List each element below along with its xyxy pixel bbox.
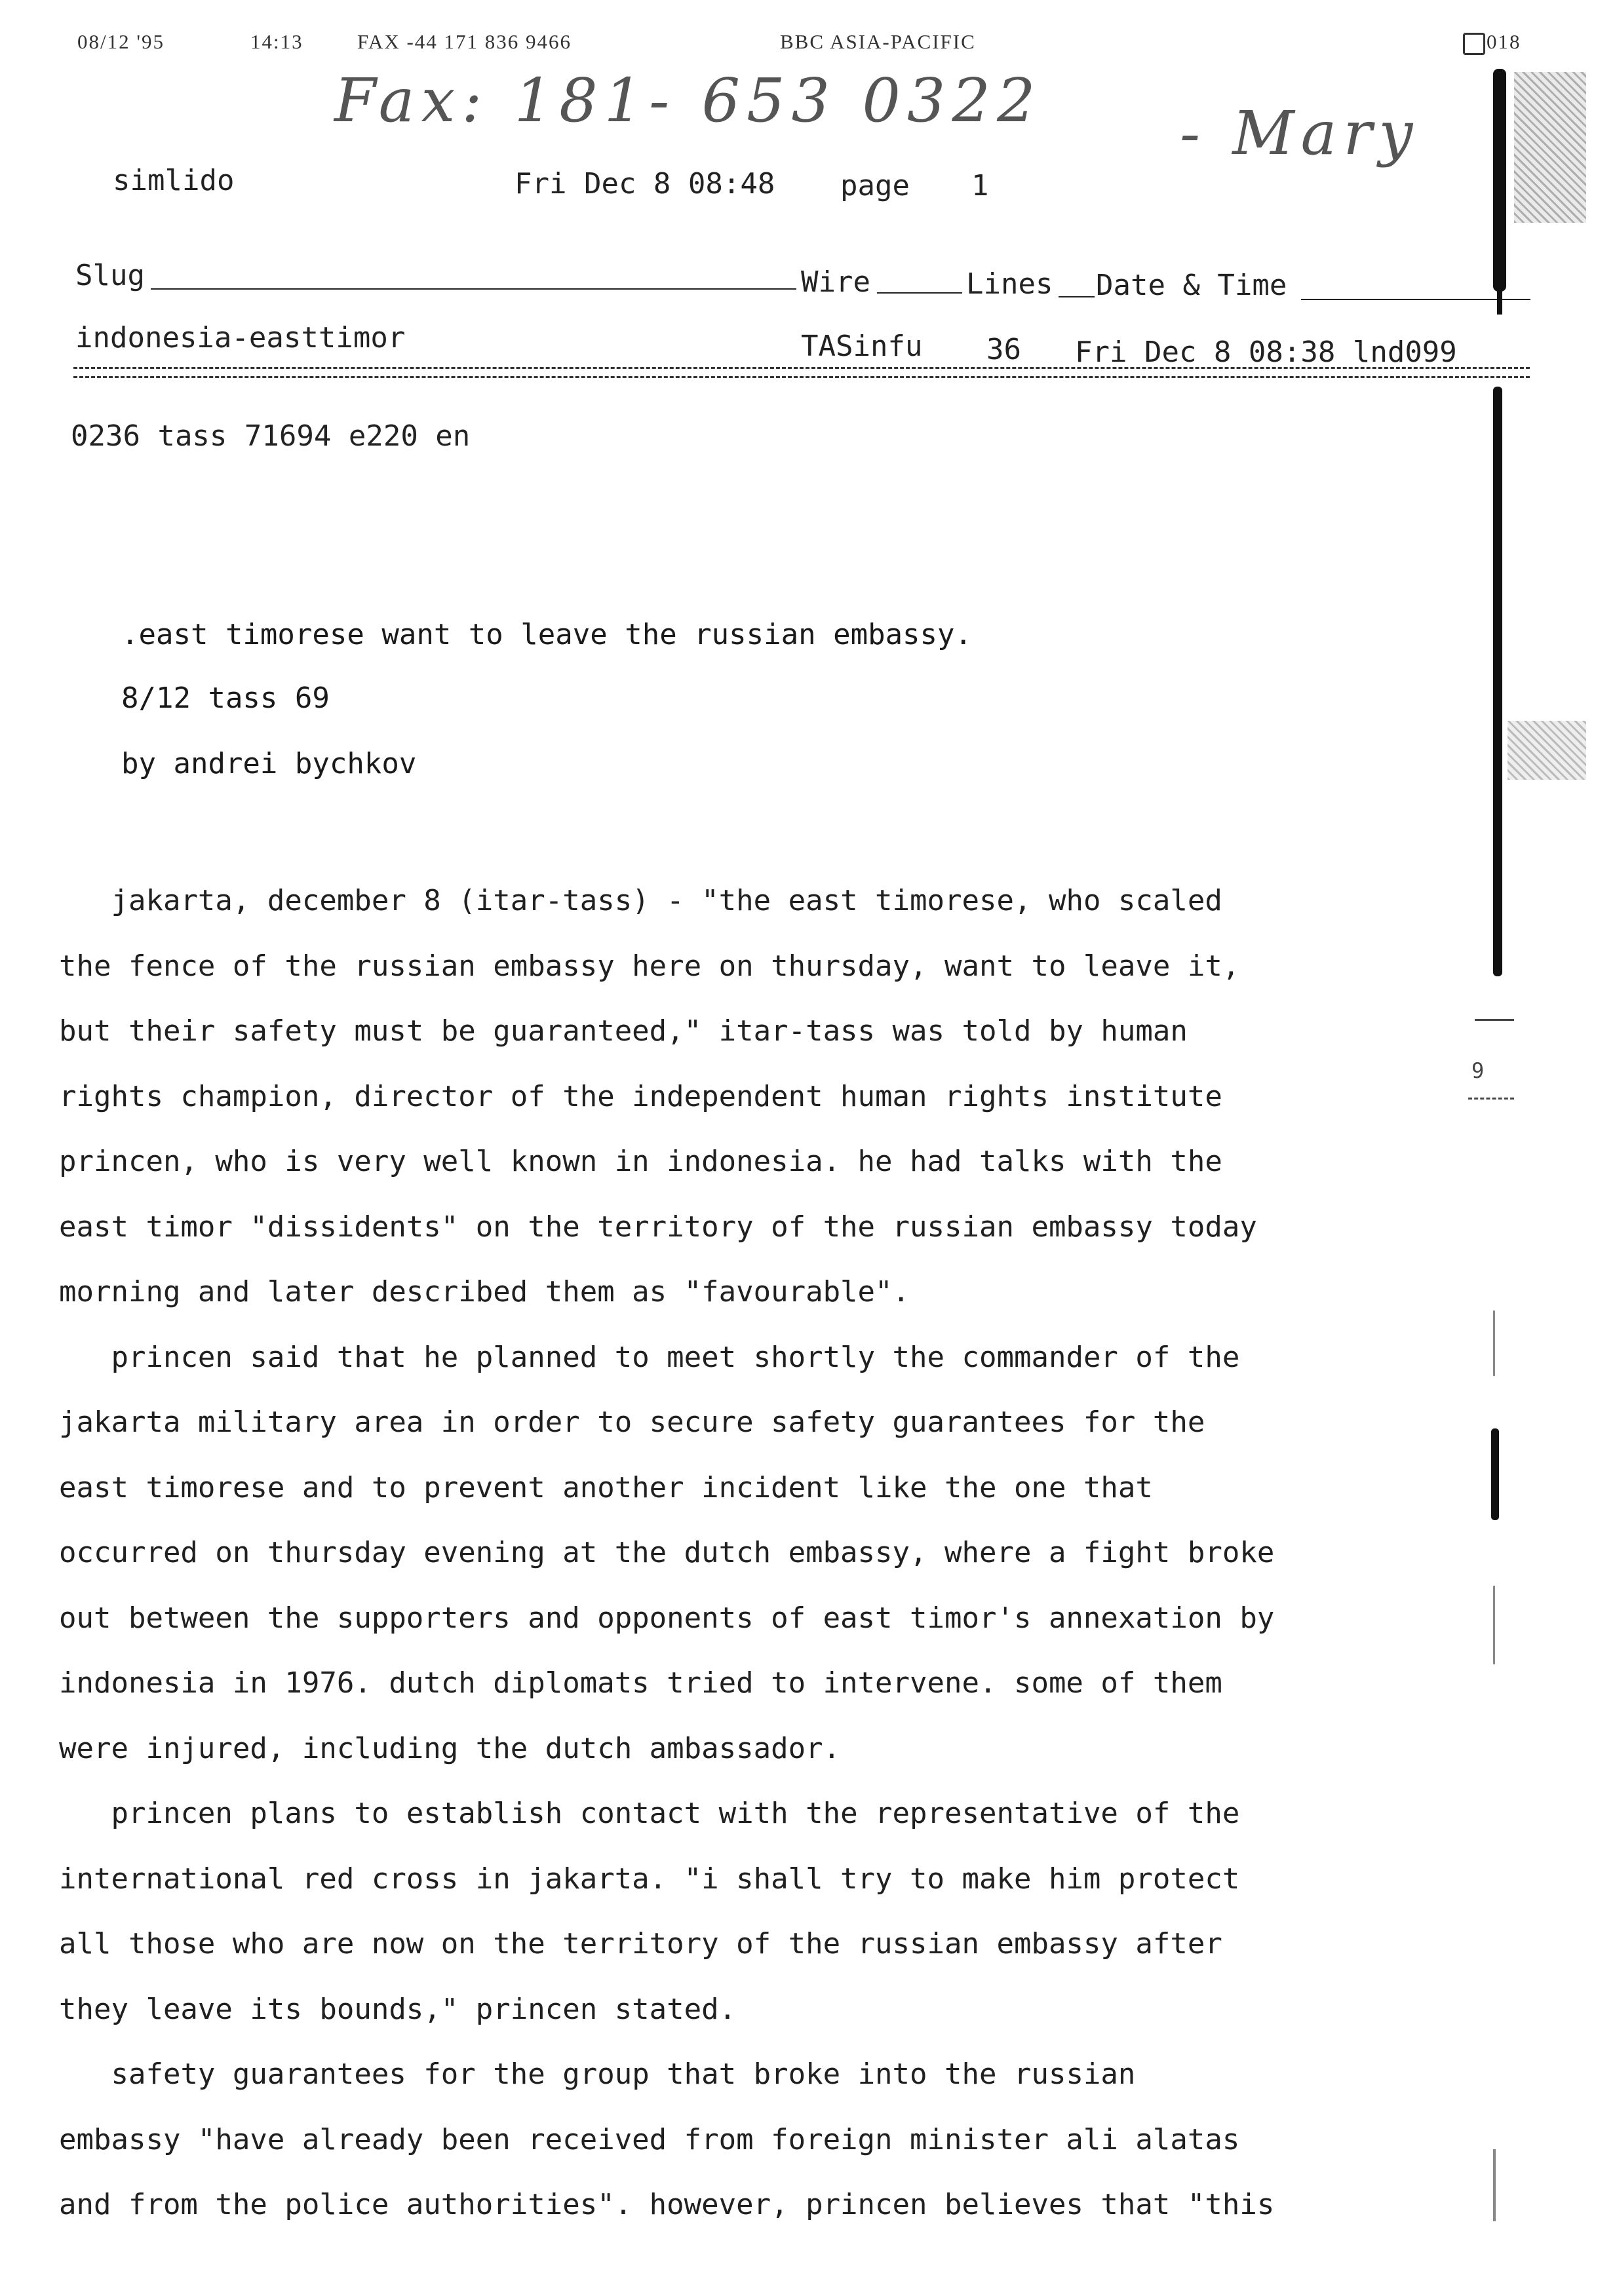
fax-number: FAX -44 171 836 9466	[357, 30, 572, 53]
fax-sender: BBC ASIA-PACIFIC	[780, 30, 976, 53]
double-rule-top	[73, 367, 1530, 369]
article-paragraph: safety guarantees for the group that broke into the russian embassy "have already been received from foreign minister ali alatas and from the police authorities". however, princen believes that "this	[59, 2057, 1275, 2221]
fax-time: 14:13	[250, 30, 303, 53]
printout-page-number: 1	[971, 169, 989, 202]
scan-streak-top-tail	[1497, 288, 1502, 315]
scan-speck	[1493, 2149, 1496, 2221]
margin-double-dash	[1468, 1098, 1514, 1100]
scan-speck	[1493, 1586, 1495, 1664]
fax-date: 08/12 '95	[77, 30, 165, 53]
fax-page-code: 018	[1487, 30, 1521, 53]
article-paragraph: princen plans to establish contact with the representative of the international red cross in jakarta. "i shall try to make him protect all those who are now on the territory of the russian embassy after they leave its bounds," princen stated.	[59, 1797, 1240, 2026]
margin-dash	[1475, 1019, 1514, 1021]
scan-streak-middle	[1493, 387, 1502, 976]
story-code: 0236 tass 71694 e220 en	[71, 419, 471, 453]
scan-streak-low	[1491, 1428, 1499, 1520]
scan-noise-middle	[1508, 721, 1586, 780]
datetime-label: Date & Time	[1096, 269, 1287, 302]
headline-dateline: 8/12 tass 69	[121, 681, 330, 715]
headline-title: .east timorese want to leave the russian embassy.	[121, 618, 973, 651]
headline-byline: by andrei bychkov	[121, 747, 417, 780]
datetime-value: Fri Dec 8 08:38 lnd099	[1075, 335, 1457, 369]
scan-streak-top	[1493, 69, 1506, 292]
slug-label: Slug	[75, 259, 145, 292]
lines-value: 36	[986, 333, 1021, 366]
margin-mark-9: 9	[1471, 1058, 1485, 1083]
handwritten-name: - Mary	[1180, 98, 1420, 168]
printout-date: Fri Dec 8 08:48	[515, 167, 775, 201]
scan-speck	[1493, 1311, 1495, 1376]
handwritten-fax-note: Fax: 181- 653 0322	[334, 66, 1042, 136]
datetime-rule	[1301, 299, 1530, 300]
slug-rule	[151, 288, 796, 290]
fax-page-icon	[1463, 33, 1485, 55]
article-paragraph: jakarta, december 8 (itar-tass) - "the east timorese, who scaled the fence of the russian embassy here on thursday, want to leave it, but their safety must be guaranteed," itar-tass was told by human rights champion, director of the independent human rights institute princen, who is very well known in indonesia. he had talks with the east timor "dissidents" on the territory of the russian embassy today morning and later described them as "favourable".	[59, 884, 1257, 1309]
lines-label: Lines	[966, 267, 1053, 301]
scan-noise-top	[1514, 72, 1586, 223]
printout-page-label: page	[840, 169, 910, 202]
printout-user: simlido	[113, 164, 235, 197]
wire-rule	[877, 292, 962, 294]
slug-value: indonesia-easttimor	[75, 321, 406, 354]
lines-rule	[1059, 296, 1095, 297]
article-paragraph: princen said that he planned to meet shortly the commander of the jakarta military area in order to secure safety guarantees for the east timorese and to prevent another incident like the one that occurred on thursday evening at the dutch embassy, where a fight broke out between the supporters and opponents of east timor's annexation by indonesia in 1976. dutch diplomats tried to intervene. some of them were injured, including the dutch ambassador.	[59, 1340, 1275, 1765]
double-rule-bottom	[73, 376, 1530, 378]
wire-label: Wire	[801, 265, 870, 299]
article-body	[59, 868, 1370, 2238]
wire-value: TASinfu	[801, 330, 923, 363]
